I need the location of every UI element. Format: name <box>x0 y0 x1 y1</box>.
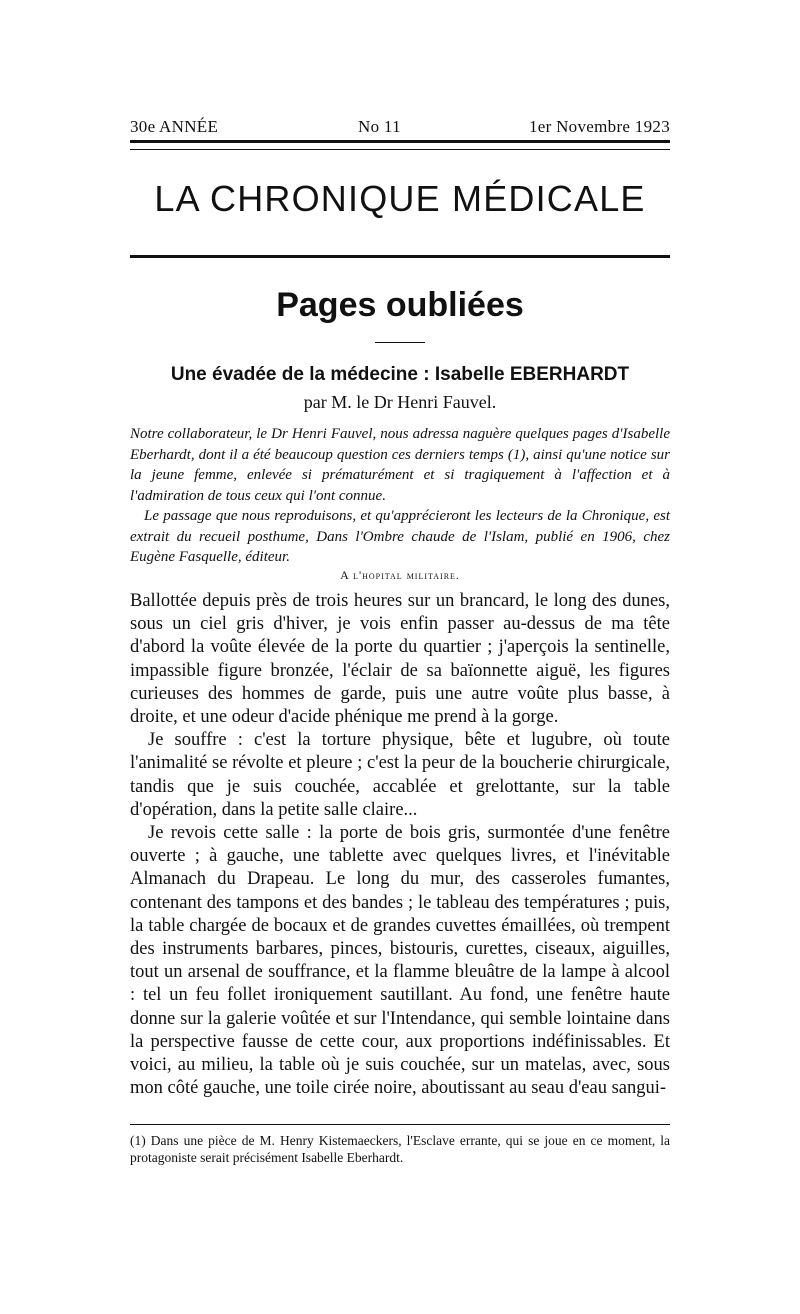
article-byline: par M. le Dr Henri Fauvel. <box>303 392 497 412</box>
article-subhead: A l'hopital militaire. <box>340 568 460 582</box>
issue-date: 1er Novembre 1923 <box>528 117 670 136</box>
body-paragraph: Je revois cette salle : la porte de bois gris, surmontée d'une fenêtre ouverte ; à gauche, une tablette avec quelques livres, et l'inévitable Almanach du Drapeau. Le long du mur, des casseroles fumantes, contenant des tampons et des bandes ; le tableau des températures ; puis, la table chargée de bocaux et de grandes cuvettes émaillées, où trempent des instruments barbares, pinces, bistouris, curettes, ciseaux, aiguilles, tout un arsenal de souffrance, et la flamme bleuâtre de la lampe à alcool : tel un feu follet ironiquement sautillant. Au fond, une fenêtre haute donne sur la galerie voûtée et sur l'Intendance, qui semble lointaine dans la perspective fausse de cette cour, aux proportions indéfinissables. Et voici, au milieu, la table où je suis couchée, sur un matelas, avec, sous mon côté gauche, une toile cirée noire, aboutissant au seau d'eau sangui- <box>130 823 670 1099</box>
title-divider <box>130 255 670 258</box>
journal-title: LA CHRONIQUE MÉDICALE <box>154 178 646 219</box>
footnote: (1) Dans une pièce de M. Henry Kistemaeckers, l'Esclave errante, qui se joue en ce moment, la protagoniste serait précisément Isabelle Eberhardt. <box>130 1133 670 1165</box>
intro-paragraph: Notre collaborateur, le Dr Henri Fauvel, nous adressa naguère quelques pages d'Isabelle Eberhardt, dont il a été beaucoup question ces derniers temps (1), ainsi qu'une notice sur la jeune femme, enlevée si prématurément et si tragiquement à l'affection et à l'admiration de tous ceux qui l'ont connue. <box>130 426 670 504</box>
section-title: Pages oubliées <box>276 286 524 324</box>
footnote-divider <box>130 1124 670 1125</box>
article-intro <box>130 424 670 568</box>
header-divider <box>130 140 670 150</box>
body-paragraph: Ballottée depuis près de trois heures sur un brancard, le long des dunes, sous un ciel gris d'hiver, je vois enfin passer au-dessus de ma tête d'abord la voûte élevée de la porte du quartier ; j'aperçois la sentinelle, impassible figure bronzée, l'éclair de sa baïonnette aiguë, les figures curieuses des hommes de garde, puis une autre voûte plus basse, à droite, et une odeur d'acide phénique me prend à la gorge. <box>130 591 670 728</box>
issue-year: 30e ANNÉE <box>130 117 219 136</box>
issue-number: No 11 <box>358 117 401 136</box>
body-paragraph: Je souffre : c'est la torture physique, bête et lugubre, où toute l'animalité se révolte et pleure ; c'est la peur de la boucherie chirurgicale, tandis que je suis couchée, accablée et grelottante, sur la table d'opération, dans la petite salle claire... <box>130 730 670 820</box>
intro-paragraph: Le passage que nous reproduisons, et qu'apprécieront les lecteurs de la Chronique, est extrait du recueil posthume, Dans l'Ombre chaude de l'Islam, publié en 1906, chez Eugène Fasquelle, éditeur. <box>130 508 670 565</box>
article-title: Une évadée de la médecine : Isabelle EBERHARDT <box>170 364 630 385</box>
section-divider <box>375 342 425 343</box>
article-body <box>130 590 670 1100</box>
